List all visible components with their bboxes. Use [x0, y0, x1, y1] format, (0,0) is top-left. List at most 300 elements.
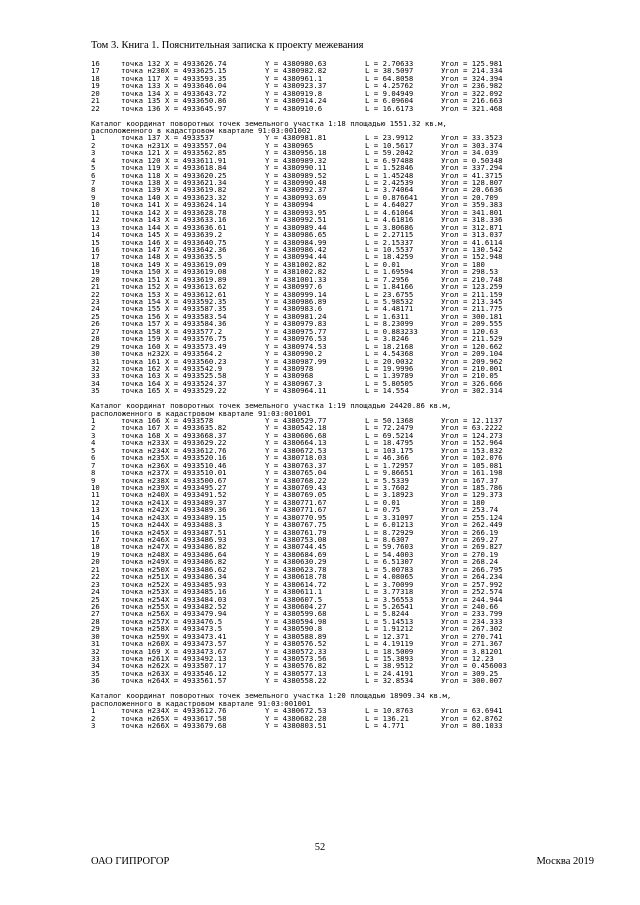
segment-length: L = 3.31097: [365, 512, 414, 522]
point-number: 2: [91, 713, 96, 723]
point-number: 32: [91, 646, 100, 656]
point-number: 14: [91, 512, 100, 522]
point-number: 20: [91, 557, 100, 567]
angle-value: Угол = 303.374: [441, 140, 503, 150]
point-name: точка н256: [121, 609, 165, 619]
point-name: точка н245: [121, 527, 165, 537]
point-number: 24: [91, 304, 100, 314]
angle-value: Угол = 210.001: [441, 363, 503, 373]
angle-value: Угол = 326.666: [441, 378, 503, 388]
point-name: точка 117: [121, 73, 161, 83]
y-coordinate: Y = 4380981.81: [265, 133, 327, 143]
segment-length: L = 6.09604: [365, 96, 414, 106]
y-coordinate: Y = 4380923.37: [265, 81, 327, 91]
y-coordinate: Y = 4380994.44: [265, 252, 327, 262]
segment-length: L = 10.5617: [365, 140, 414, 150]
y-coordinate: Y = 4380672.53: [265, 445, 327, 455]
point-number: 18: [91, 73, 100, 83]
point-number: 23: [91, 579, 100, 589]
point-number: 7: [91, 460, 96, 470]
segment-length: L = 4.25762: [365, 81, 414, 91]
angle-value: Угол = 214.334: [441, 66, 503, 76]
point-name: точка н238: [121, 475, 165, 485]
angle-value: Угол = 152.964: [441, 438, 503, 448]
point-number: 7: [91, 178, 96, 187]
point-number: 26: [91, 601, 100, 611]
y-coordinate: Y = 4380986.65: [265, 230, 327, 240]
segment-length: L = 4.54368: [365, 349, 414, 359]
x-coordinate: X = 4933612.76: [165, 445, 227, 455]
point-name: точка 133: [121, 81, 161, 91]
point-number: 1: [91, 133, 96, 143]
point-number: 8: [91, 468, 96, 478]
x-coordinate: X = 4933576.75: [165, 334, 227, 344]
x-coordinate: X = 4933564.2: [165, 349, 223, 359]
segment-length: L = 5.14513: [365, 616, 414, 626]
point-number: 9: [91, 192, 96, 202]
point-name: точка 164: [121, 378, 161, 388]
point-number: 26: [91, 319, 100, 329]
point-number: 3: [91, 430, 96, 440]
y-coordinate: Y = 4380630.29: [265, 557, 327, 567]
point-number: 25: [91, 594, 100, 604]
x-coordinate: X = 4933592.35: [165, 297, 227, 306]
segment-length: L = 4.64027: [365, 200, 414, 210]
coordinate-row: [91, 722, 591, 729]
coordinate-row: [91, 105, 591, 112]
y-coordinate: Y = 4380771.67: [265, 505, 327, 515]
angle-value: Угол = 268.24: [441, 557, 499, 567]
angle-value: Угол = 20.709: [441, 192, 499, 202]
angle-value: Угол = 255.124: [441, 512, 503, 522]
angle-value: Угол = 63.2222: [441, 423, 503, 433]
x-coordinate: X = 4933485.93: [165, 579, 227, 589]
segment-length: L = 2.42539: [365, 178, 414, 187]
point-name: точка 161: [121, 356, 161, 366]
x-coordinate: X = 4933639.2: [165, 230, 223, 240]
point-name: точка 121: [121, 148, 161, 158]
angle-value: Угол = 33.3523: [441, 133, 503, 143]
point-number: 15: [91, 237, 100, 247]
segment-length: L = 5.00783: [365, 564, 414, 574]
x-coordinate: X = 4933486.64: [165, 549, 227, 559]
x-coordinate: X = 4933642.36: [165, 244, 227, 254]
y-coordinate: Y = 4380606.68: [265, 430, 327, 440]
segment-length: L = 9.86651: [365, 468, 414, 478]
point-name: точка 145: [121, 230, 161, 240]
point-name: точка 162: [121, 363, 161, 373]
y-coordinate: Y = 4380577.13: [265, 668, 327, 678]
segment-length: L = 69.5214: [365, 430, 414, 440]
x-coordinate: X = 4933679.68: [165, 720, 227, 730]
segment-length: L = 1.84166: [365, 282, 414, 292]
point-name: точка н249: [121, 557, 165, 567]
x-coordinate: X = 4933578: [165, 416, 214, 425]
x-coordinate: X = 4933489.15: [165, 512, 227, 522]
point-name: точка 132: [121, 59, 161, 68]
point-number: 17: [91, 252, 100, 262]
x-coordinate: X = 4933492.13: [165, 654, 227, 663]
point-name: точка н246: [121, 535, 165, 544]
y-coordinate: Y = 4380981.24: [265, 311, 327, 321]
coordinate-row: [91, 387, 591, 394]
y-coordinate: Y = 4380618.78: [265, 572, 327, 582]
segment-length: L = 1.39789: [365, 371, 414, 381]
x-coordinate: X = 4933482.52: [165, 601, 227, 611]
segment-length: L = 3.7602: [365, 482, 409, 492]
x-coordinate: X = 4933524.37: [165, 378, 227, 388]
y-coordinate: Y = 4380770.95: [265, 512, 327, 522]
y-coordinate: Y = 4380989.32: [265, 155, 327, 165]
segment-length: L = 18.4259: [365, 252, 414, 262]
segment-length: L = 6.51307: [365, 557, 414, 567]
x-coordinate: X = 4933473.57: [165, 639, 227, 649]
angle-value: Угол = 300.007: [441, 676, 503, 686]
point-number: 34: [91, 661, 100, 671]
page-number: 52: [314, 842, 326, 853]
x-coordinate: X = 4933489.37: [165, 497, 227, 507]
segment-length: L = 0.75: [365, 505, 401, 515]
angle-value: Угол = 180: [441, 497, 485, 507]
angle-value: Угол = 209.962: [441, 356, 503, 366]
segment-length: L = 3.18923: [365, 490, 414, 500]
point-name: точка 152: [121, 282, 161, 292]
point-number: 6: [91, 453, 96, 463]
point-name: точка 160: [121, 341, 161, 351]
y-coordinate: Y = 4380542.18: [265, 423, 327, 433]
angle-value: Угол = 266.795: [441, 564, 503, 574]
angle-value: Угол = 0.50348: [441, 155, 503, 165]
coordinate-catalog: [91, 60, 591, 729]
point-number: 30: [91, 631, 100, 641]
point-number: 18: [91, 259, 100, 269]
angle-value: Угол = 264.234: [441, 572, 503, 582]
segment-length: L = 8.72929: [365, 527, 414, 537]
segment-length: L = 23.6755: [365, 289, 414, 299]
y-coordinate: Y = 4380964.11: [265, 386, 327, 396]
segment-length: L = 0.883233: [365, 326, 418, 336]
point-number: 1: [91, 706, 96, 716]
point-name: точка н230: [121, 66, 165, 76]
segment-length: L = 3.80686: [365, 222, 414, 232]
x-coordinate: X = 4933617.58: [165, 713, 227, 723]
y-coordinate: Y = 4380978: [265, 363, 314, 373]
x-coordinate: X = 4933529.22: [165, 386, 227, 396]
x-coordinate: X = 4933484.03: [165, 594, 227, 604]
segment-length: L = 1.45248: [365, 170, 414, 180]
point-name: точка 147: [121, 244, 161, 254]
x-coordinate: X = 4933510.01: [165, 468, 227, 478]
point-name: точка 165: [121, 386, 161, 396]
point-number: 5: [91, 163, 96, 173]
x-coordinate: X = 4933621.34: [165, 178, 227, 187]
x-coordinate: X = 4933542.9: [165, 363, 223, 373]
x-coordinate: X = 4933593.35: [165, 73, 227, 83]
x-coordinate: X = 4933489.36: [165, 505, 227, 515]
y-coordinate: Y = 4380599.68: [265, 609, 327, 619]
segment-length: L = 4.61064: [365, 207, 414, 217]
point-name: точка н255: [121, 601, 165, 611]
segment-length: L = 1.52846: [365, 163, 414, 173]
segment-length: L = 3.70099: [365, 579, 414, 589]
point-number: 2: [91, 140, 96, 150]
point-name: точка н247: [121, 542, 165, 552]
y-coordinate: Y = 4380761.79: [265, 527, 327, 537]
point-name: точка н231: [121, 140, 165, 150]
point-number: 11: [91, 207, 100, 217]
point-number: 3: [91, 720, 96, 730]
y-coordinate: Y = 4380919.8: [265, 88, 323, 98]
y-coordinate: Y = 4380763.37: [265, 460, 327, 470]
segment-length: L = 64.8058: [365, 73, 414, 83]
y-coordinate: Y = 4380611.1: [265, 587, 323, 597]
segment-length: L = 6.97488: [365, 155, 414, 165]
angle-value: Угол = 209.104: [441, 349, 503, 359]
x-coordinate: X = 4933624.14: [165, 200, 227, 210]
angle-value: Угол = 161.198: [441, 468, 503, 478]
angle-value: Угол = 153.832: [441, 445, 503, 455]
x-coordinate: X = 4933584.36: [165, 319, 227, 329]
angle-value: Угол = 271.367: [441, 639, 503, 649]
y-coordinate: Y = 4380961.1: [265, 73, 323, 83]
y-coordinate: Y = 4381001.33: [265, 274, 327, 284]
angle-value: Угол = 120.662: [441, 341, 503, 351]
x-coordinate: X = 4933629.22: [165, 438, 227, 448]
angle-value: Угол = 233.799: [441, 609, 503, 619]
segment-length: L = 3.8246: [365, 334, 409, 344]
x-coordinate: X = 4933546.12: [165, 668, 227, 678]
angle-value: Угол = 257.992: [441, 579, 503, 589]
x-coordinate: X = 4933486.34: [165, 572, 227, 582]
y-coordinate: Y = 4380588.89: [265, 631, 327, 641]
point-name: точка н263: [121, 668, 165, 678]
segment-length: L = 59.2042: [365, 148, 414, 158]
point-number: 25: [91, 311, 100, 321]
angle-value: Угол = 105.081: [441, 460, 503, 470]
segment-length: L = 103.175: [365, 445, 414, 455]
y-coordinate: Y = 4380992.51: [265, 215, 327, 225]
point-number: 12: [91, 497, 100, 507]
point-name: точка н240: [121, 490, 165, 500]
point-name: точка 163: [121, 371, 161, 381]
y-coordinate: Y = 4380604.27: [265, 601, 327, 611]
point-name: точка 149: [121, 259, 161, 269]
point-number: 10: [91, 200, 100, 210]
point-name: точка 143: [121, 215, 161, 225]
point-name: точка 137: [121, 133, 161, 143]
y-coordinate: Y = 4380769.05: [265, 490, 327, 500]
angle-value: Угол = 234.333: [441, 616, 503, 626]
angle-value: Угол = 213.345: [441, 297, 503, 306]
catalog-section: [91, 395, 591, 685]
point-number: 16: [91, 59, 100, 68]
x-coordinate: X = 4933635.5: [165, 252, 223, 262]
point-number: 20: [91, 274, 100, 284]
y-coordinate: Y = 4380767.75: [265, 520, 327, 530]
y-coordinate: Y = 4380744.45: [265, 542, 327, 552]
angle-value: Угол = 267.302: [441, 624, 503, 634]
point-number: 27: [91, 609, 100, 619]
x-coordinate: X = 4933620.25: [165, 170, 227, 180]
point-number: 16: [91, 244, 100, 254]
x-coordinate: X = 4933613.62: [165, 282, 227, 292]
x-coordinate: X = 4933479.94: [165, 609, 227, 619]
angle-value: Угол = 309.25: [441, 668, 499, 678]
point-number: 2: [91, 423, 96, 433]
angle-value: Угол = 300.181: [441, 311, 503, 321]
segment-length: L = 5.26541: [365, 601, 414, 611]
y-coordinate: Y = 4380986.89: [265, 297, 327, 306]
y-coordinate: Y = 4380968: [265, 371, 314, 381]
point-name: точка 139: [121, 185, 161, 195]
x-coordinate: X = 4933668.37: [165, 430, 227, 440]
y-coordinate: Y = 4380664.13: [265, 438, 327, 448]
point-name: точка 138: [121, 178, 161, 187]
x-coordinate: X = 4933562.85: [165, 148, 227, 158]
point-number: 5: [91, 445, 96, 455]
y-coordinate: Y = 4380980.63: [265, 59, 327, 68]
x-coordinate: X = 4933587.35: [165, 304, 227, 314]
y-coordinate: Y = 4380965: [265, 140, 314, 150]
x-coordinate: X = 4933486.62: [165, 564, 227, 574]
x-coordinate: X = 4933476.5: [165, 616, 223, 626]
point-name: точка 148: [121, 252, 161, 262]
y-coordinate: Y = 4380558.22: [265, 676, 327, 686]
point-number: 8: [91, 185, 96, 195]
y-coordinate: Y = 4380614.72: [265, 579, 327, 589]
angle-value: Угол = 180: [441, 259, 485, 269]
point-name: точка н254: [121, 594, 165, 604]
point-name: точка н243: [121, 512, 165, 522]
angle-value: Угол = 240.66: [441, 601, 499, 611]
catalog-title-line: расположенного в кадастровом квартале 91:03:001002: [91, 125, 311, 135]
y-coordinate: Y = 4380529.77: [265, 416, 327, 425]
segment-length: L = 5.8244: [365, 609, 409, 619]
segment-length: L = 2.70633: [365, 59, 414, 68]
point-name: точка 158: [121, 326, 161, 336]
angle-value: Угол = 34.039: [441, 148, 499, 158]
point-number: 13: [91, 222, 100, 232]
point-number: 19: [91, 81, 100, 91]
y-coordinate: Y = 4380590.8: [265, 624, 323, 634]
x-coordinate: X = 4933473.41: [165, 631, 227, 641]
angle-value: Угол = 210.748: [441, 274, 503, 284]
segment-length: L = 3.77318: [365, 587, 414, 597]
point-number: 19: [91, 549, 100, 559]
segment-length: L = 6.01213: [365, 520, 414, 530]
y-coordinate: Y = 4380753.08: [265, 535, 327, 544]
y-coordinate: Y = 4380956.18: [265, 148, 327, 158]
segment-length: L = 24.4191: [365, 668, 414, 678]
segment-length: L = 2.15337: [365, 237, 414, 247]
x-coordinate: X = 4933557.04: [165, 140, 227, 150]
point-number: 28: [91, 334, 100, 344]
footer-organization: ОАО ГИПРОГОР: [91, 856, 170, 867]
segment-length: L = 136.21: [365, 713, 409, 723]
point-name: точка 159: [121, 334, 161, 344]
point-number: 35: [91, 668, 100, 678]
y-coordinate: Y = 4380910.6: [265, 103, 323, 113]
point-name: точка 154: [121, 297, 161, 306]
segment-length: L = 8.23099: [365, 319, 414, 329]
point-name: точка 135: [121, 96, 161, 106]
angle-value: Угол = 359.383: [441, 200, 503, 210]
segment-length: L = 10.8763: [365, 706, 414, 716]
point-number: 30: [91, 349, 100, 359]
point-name: точка 141: [121, 200, 161, 210]
y-coordinate: Y = 4380594.98: [265, 616, 327, 626]
point-name: точка 156: [121, 311, 161, 321]
point-name: точка 155: [121, 304, 161, 314]
point-name: точка н264: [121, 676, 165, 686]
point-name: точка н239: [121, 482, 165, 492]
segment-length: L = 72.2479: [365, 423, 414, 433]
segment-length: L = 4.08065: [365, 572, 414, 582]
angle-value: Угол = 125.981: [441, 59, 503, 68]
segment-length: L = 9.04949: [365, 88, 414, 98]
point-name: точка н258: [121, 624, 165, 634]
point-number: 20: [91, 88, 100, 98]
angle-value: Угол = 269.827: [441, 542, 503, 552]
point-number: 22: [91, 289, 100, 299]
x-coordinate: X = 4933507.17: [165, 661, 227, 671]
point-number: 18: [91, 542, 100, 552]
point-name: точка 153: [121, 289, 161, 299]
point-name: точка н233: [121, 438, 165, 448]
angle-value: Угол = 341.801: [441, 207, 503, 217]
point-number: 33: [91, 371, 100, 381]
point-name: точка 144: [121, 222, 161, 232]
segment-length: L = 16.6173: [365, 103, 414, 113]
point-name: точка 151: [121, 274, 161, 284]
point-name: точка н241: [121, 497, 165, 507]
y-coordinate: Y = 4380987.99: [265, 356, 327, 366]
angle-value: Угол = 3.81201: [441, 646, 503, 656]
point-number: 23: [91, 297, 100, 306]
point-name: точка 150: [121, 267, 161, 277]
x-coordinate: X = 4933636.61: [165, 222, 227, 232]
x-coordinate: X = 4933487.51: [165, 527, 227, 537]
point-name: точка н250: [121, 564, 165, 574]
y-coordinate: Y = 4380768.22: [265, 475, 327, 485]
segment-length: L = 38.5097: [365, 66, 414, 76]
x-coordinate: X = 4933623.32: [165, 192, 227, 202]
segment-length: L = 0.876641: [365, 192, 418, 202]
segment-length: L = 12.371: [365, 631, 409, 641]
x-coordinate: X = 4933560.23: [165, 356, 227, 366]
point-number: 35: [91, 386, 100, 396]
x-coordinate: X = 4933485.16: [165, 587, 227, 597]
angle-value: Угол = 270.19: [441, 549, 499, 559]
point-number: 31: [91, 639, 100, 649]
point-name: точка 169: [121, 646, 161, 656]
point-number: 12: [91, 215, 100, 225]
angle-value: Угол = 80.1033: [441, 720, 503, 730]
x-coordinate: X = 4933635.82: [165, 423, 227, 433]
point-number: 29: [91, 624, 100, 634]
y-coordinate: Y = 4380684.69: [265, 549, 327, 559]
y-coordinate: Y = 4380769.43: [265, 482, 327, 492]
x-coordinate: X = 4933473.67: [165, 646, 227, 656]
angle-value: Угол = 262.449: [441, 520, 503, 530]
x-coordinate: X = 4933486.82: [165, 557, 227, 567]
angle-value: Угол = 120.63: [441, 326, 499, 336]
segment-length: L = 18.5009: [365, 646, 414, 656]
x-coordinate: X = 4933626.74: [165, 59, 227, 68]
segment-length: L = 1.91212: [365, 624, 414, 634]
x-coordinate: X = 4933611.91: [165, 155, 227, 165]
point-number: 16: [91, 527, 100, 537]
